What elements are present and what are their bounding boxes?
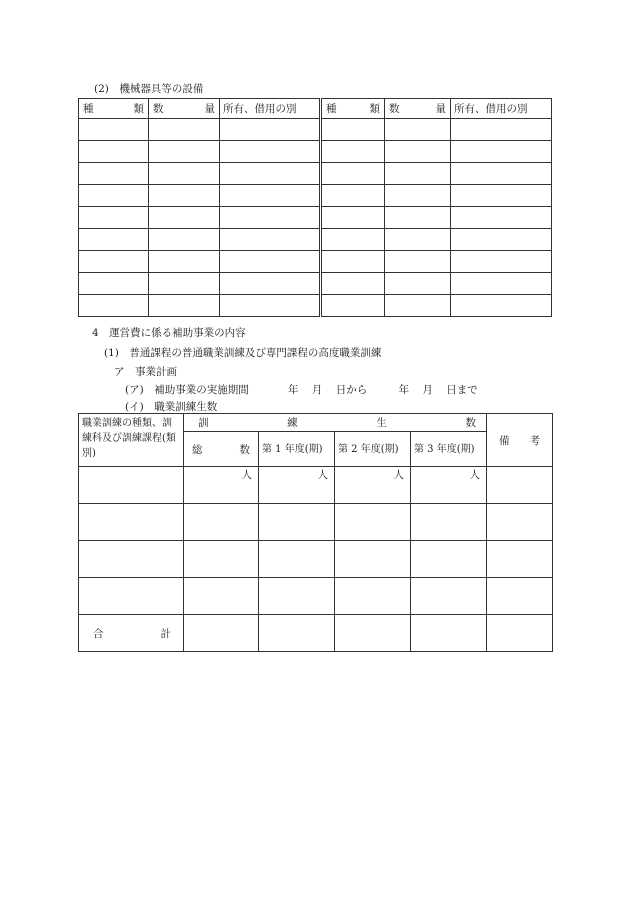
equipment-cell	[385, 119, 451, 141]
item-business-plan: ア 事業計画	[114, 366, 177, 378]
equipment-cell	[220, 207, 321, 229]
header-kind: 種 類	[79, 99, 149, 119]
header-ownership: 所有、借用の別	[220, 99, 321, 119]
equipment-cell	[321, 185, 385, 207]
trainee-row	[79, 578, 553, 615]
item-period: (ア) 補助事業の実施期間 年 月 日から 年 月 日まで	[125, 384, 478, 396]
equipment-row	[79, 185, 552, 207]
equipment-cell	[321, 163, 385, 185]
equipment-cell	[385, 207, 451, 229]
header-trainees: 訓 練 生 数	[184, 414, 487, 432]
header-notes: 備 考	[487, 414, 553, 467]
header-course-type: 職業訓練の種類、訓練科及び訓練課程(類別)	[79, 414, 184, 467]
equipment-cell	[149, 273, 220, 295]
equipment-cell	[385, 229, 451, 251]
course-cell	[79, 467, 184, 504]
equipment-cell	[451, 207, 552, 229]
equipment-cell	[385, 185, 451, 207]
equipment-cell	[79, 119, 149, 141]
equipment-cell	[79, 163, 149, 185]
equipment-cell	[385, 295, 451, 317]
equipment-cell	[79, 251, 149, 273]
equipment-cell	[220, 163, 321, 185]
equipment-cell	[149, 229, 220, 251]
trainee-row	[79, 467, 553, 504]
total-label: 合 計	[79, 615, 184, 652]
header-year-1: 第 1 年度(期)	[259, 432, 335, 467]
equipment-cell	[451, 185, 552, 207]
equipment-cell	[79, 185, 149, 207]
section-title-equipment: (2) 機械器具等の設備	[94, 83, 204, 95]
equipment-cell	[149, 163, 220, 185]
header-kind-2: 種 類	[321, 99, 385, 119]
equipment-cell	[220, 141, 321, 163]
item-trainee-count: (イ) 職業訓練生数	[125, 401, 218, 413]
notes-cell	[487, 467, 553, 504]
equipment-row	[79, 207, 552, 229]
subsection-training: (1) 普通課程の普通職業訓練及び専門課程の高度職業訓練	[104, 347, 382, 359]
equipment-row	[79, 163, 552, 185]
equipment-table-body	[79, 119, 552, 317]
equipment-cell	[451, 119, 552, 141]
equipment-cell	[79, 295, 149, 317]
equipment-row	[79, 295, 552, 317]
header-quantity: 数 量	[149, 99, 220, 119]
equipment-cell	[451, 229, 552, 251]
header-year-2: 第 2 年度(期)	[335, 432, 411, 467]
equipment-cell	[385, 163, 451, 185]
equipment-cell	[321, 207, 385, 229]
equipment-cell	[220, 251, 321, 273]
header-total-count: 総 数	[184, 432, 259, 467]
unit-year-2: 人	[335, 467, 411, 504]
header-year-3: 第 3 年度(期)	[411, 432, 487, 467]
equipment-cell	[149, 295, 220, 317]
equipment-cell	[220, 119, 321, 141]
equipment-cell	[149, 251, 220, 273]
equipment-cell	[385, 141, 451, 163]
equipment-cell	[79, 273, 149, 295]
equipment-cell	[451, 295, 552, 317]
equipment-table	[78, 98, 552, 317]
equipment-cell	[321, 229, 385, 251]
header-quantity-2: 数 量	[385, 99, 451, 119]
trainees-header-row-1	[79, 414, 553, 432]
trainee-row	[79, 541, 553, 578]
equipment-cell	[385, 273, 451, 295]
equipment-cell	[220, 295, 321, 317]
equipment-cell	[385, 251, 451, 273]
equipment-cell	[220, 229, 321, 251]
equipment-cell	[321, 251, 385, 273]
equipment-cell	[220, 185, 321, 207]
trainee-row	[79, 504, 553, 541]
header-ownership-2: 所有、借用の別	[451, 99, 552, 119]
equipment-cell	[451, 273, 552, 295]
equipment-cell	[321, 273, 385, 295]
equipment-cell	[79, 207, 149, 229]
equipment-row	[79, 119, 552, 141]
equipment-cell	[451, 251, 552, 273]
equipment-cell	[149, 185, 220, 207]
equipment-cell	[149, 119, 220, 141]
equipment-cell	[451, 141, 552, 163]
equipment-header-row	[79, 99, 552, 119]
equipment-cell	[149, 141, 220, 163]
trainees-total-row	[79, 615, 553, 652]
equipment-row	[79, 141, 552, 163]
equipment-row	[79, 273, 552, 295]
equipment-row	[79, 251, 552, 273]
equipment-cell	[321, 141, 385, 163]
equipment-cell	[79, 229, 149, 251]
equipment-cell	[220, 273, 321, 295]
unit-total: 人	[184, 467, 259, 504]
trainees-table	[78, 413, 553, 652]
equipment-cell	[149, 207, 220, 229]
unit-year-3: 人	[411, 467, 487, 504]
section-title-operating-costs: 4 運営費に係る補助事業の内容	[92, 327, 246, 339]
equipment-cell	[321, 119, 385, 141]
equipment-row	[79, 229, 552, 251]
equipment-cell	[451, 163, 552, 185]
unit-year-1: 人	[259, 467, 335, 504]
equipment-cell	[79, 141, 149, 163]
equipment-cell	[321, 295, 385, 317]
